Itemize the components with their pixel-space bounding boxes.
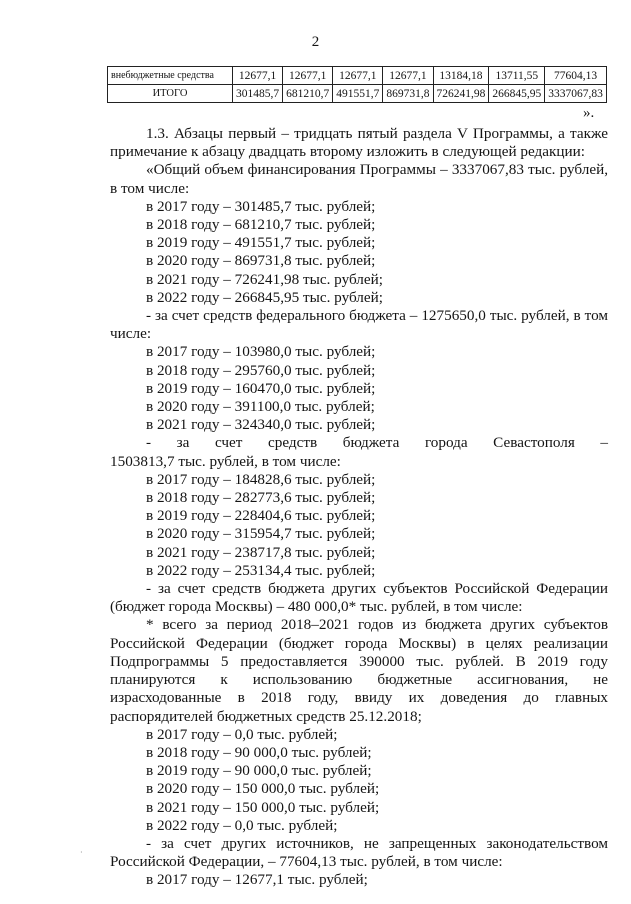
year-line: в 2022 году – 266845,95 тыс. рублей; [146,288,383,306]
year-line: в 2018 году – 90 000,0 тыс. рублей; [146,743,372,761]
table-row [108,85,607,103]
table-cell: 13711,55 [489,67,545,85]
year-line: в 2021 году – 726241,98 тыс. рублей; [146,270,383,288]
table-cell: 12677,1 [383,67,433,85]
year-line: в 2018 году – 681210,7 тыс. рублей; [146,216,376,234]
table-cell: 3337067,83 [545,85,607,103]
financing-table [107,66,607,103]
year-line: в 2020 году – 391100,0 тыс. рублей; [146,398,375,416]
table-cell: 726241,98 [433,85,489,103]
closing-quote: ». [583,105,595,121]
sevastopol-budget-line-1: - за счет средств бюджета города Севастополя – [146,434,608,452]
page-number: 2 [311,34,320,50]
year-line: в 2018 году – 295760,0 тыс. рублей; [146,361,376,379]
table-cell: 12677,1 [333,67,383,85]
table-row [108,67,607,85]
year-line: в 2017 году – 12677,1 тыс. рублей; [146,871,368,889]
table-cell: 869731,8 [383,85,433,103]
moscow-footnote: * всего за период 2018–2021 годов из бюджета других субъектов Российской Федерации (бюджет города Москвы) в целях реализации Подпрограммы 5 предоставляется 390000 тыс. рублей. В 2019 году планируются к использованию бюджетные ассигнования, не израсходованные в 2018 году, ввиду их доведения до главных распорядителей бюджетных средств 25.12.2018; [110,616,608,725]
table-cell: 681210,7 [283,85,333,103]
year-line: в 2019 году – 90 000,0 тыс. рублей; [146,762,372,780]
other-sources-paragraph: - за счет других источников, не запрещенных законодательством Российской Федерации, – 77604,13 тыс. рублей, в том числе: [110,834,608,871]
table-cell: 12677,1 [233,67,283,85]
year-line: в 2020 году – 150 000,0 тыс. рублей; [146,780,380,798]
year-line: в 2021 году – 324340,0 тыс. рублей; [146,416,376,434]
table-cell: 77604,13 [545,67,607,85]
row-label: ИТОГО [108,85,233,103]
sevastopol-budget-line-2: 1503813,7 тыс. рублей, в том числе: [110,452,341,470]
year-line: в 2022 году – 253134,4 тыс. рублей; [146,561,376,579]
table-cell: 266845,95 [489,85,545,103]
document-body [110,125,608,890]
year-line: в 2019 году – 491551,7 тыс. рублей; [146,234,376,252]
table-cell: 12677,1 [283,67,333,85]
margin-mark: · [80,848,83,857]
year-line: в 2022 году – 0,0 тыс. рублей; [146,816,338,834]
year-line: в 2019 году – 228404,6 тыс. рублей; [146,507,376,525]
year-line: в 2021 году – 150 000,0 тыс. рублей; [146,798,380,816]
year-line: в 2021 году – 238717,8 тыс. рублей; [146,543,376,561]
moscow-budget-paragraph: - за счет средств бюджета других субъектов Российской Федерации (бюджет города Москвы) – 480 000,0* тыс. рублей, в том числе: [110,580,608,616]
year-line: в 2018 году – 282773,6 тыс. рублей; [146,489,376,507]
year-line: в 2019 году – 160470,0 тыс. рублей; [146,379,376,397]
row-label: внебюджетные средства [108,67,233,85]
paragraph-1-3: 1.3. Абзацы первый – тридцать пятый раздела V Программы, а также примечание к абзацу двадцать второму изложить в следующей редакции: [110,125,608,161]
year-line: в 2020 году – 315954,7 тыс. рублей; [146,525,376,543]
table-cell: 13184,18 [433,67,489,85]
year-line: в 2017 году – 0,0 тыс. рублей; [146,725,338,743]
federal-budget-paragraph: - за счет средств федерального бюджета – 1275650,0 тыс. рублей, в том числе: [110,307,608,343]
year-line: в 2017 году – 301485,7 тыс. рублей; [146,197,376,215]
general-volume-paragraph: «Общий объем финансирования Программы – 3337067,83 тыс. рублей, в том числе: [110,161,608,197]
year-line: в 2017 году – 184828,6 тыс. рублей; [146,470,376,488]
table-cell: 491551,7 [333,85,383,103]
year-line: в 2017 году – 103980,0 тыс. рублей; [146,343,376,361]
table-cell: 301485,7 [233,85,283,103]
year-line: в 2020 году – 869731,8 тыс. рублей; [146,252,376,270]
